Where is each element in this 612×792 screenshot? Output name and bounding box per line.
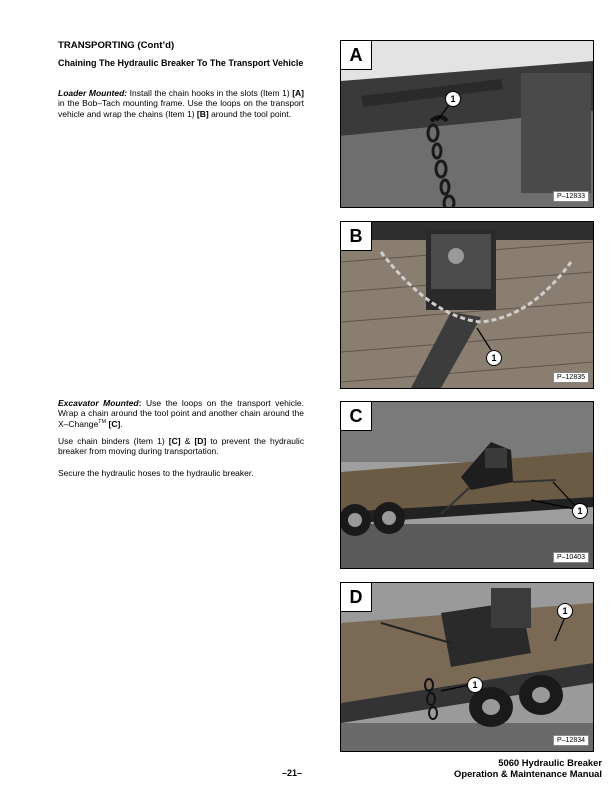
figure-b-code: P–12835 xyxy=(553,372,589,383)
footer-title xyxy=(454,758,602,779)
figure-a-photo xyxy=(340,40,594,208)
loader-lead: Loader Mounted: xyxy=(58,88,128,98)
figure-b-callout: 1 xyxy=(486,350,502,366)
figure-a-code: P–12833 xyxy=(553,191,589,202)
figure-a-callout: 1 xyxy=(445,91,461,107)
subtitle: Chaining The Hydraulic Breaker To The Transport Vehicle xyxy=(58,58,304,68)
figure-c-image xyxy=(341,402,593,568)
excavator-lead: Excavator Mounted xyxy=(58,398,139,408)
figure-d-image xyxy=(341,583,593,751)
figure-d-code: P–12834 xyxy=(553,735,589,746)
figure-b-image xyxy=(341,222,593,388)
figure-a-image xyxy=(341,41,593,207)
page-number: –21– xyxy=(282,768,303,778)
section-title: TRANSPORTING (Cont’d) xyxy=(58,40,175,51)
figure-c-label: C xyxy=(341,402,372,431)
figure-d-callout-lower: 1 xyxy=(467,677,483,693)
binders-paragraph: Use chain binders (Item 1) [C] & [D] to prevent the hydraulic breaker from moving during transportation. xyxy=(58,436,304,457)
figure-d-photo xyxy=(340,582,594,752)
hoses-paragraph: Secure the hydraulic hoses to the hydraulic breaker. xyxy=(58,468,254,478)
figure-c-photo xyxy=(340,401,594,569)
figure-b-label: B xyxy=(341,222,372,251)
footer-line1: 5060 Hydraulic Breaker xyxy=(498,757,602,768)
excavator-paragraph: Excavator Mounted: Use the loops on the transport vehicle. Wrap a chain around the tool point and another chain around the X–Change™ [C]. xyxy=(58,398,305,429)
figure-d-label: D xyxy=(341,583,372,612)
figure-b-photo xyxy=(340,221,594,389)
loader-paragraph: Loader Mounted: Install the chain hooks in the slots (Item 1) [A] in the Bob–Tach mounting frame. Use the loops on the transport vehicle and wrap the chains (Item 1) [B] around the tool point. xyxy=(58,88,304,119)
figure-d-callout-upper: 1 xyxy=(557,603,573,619)
figure-c-code: P–10403 xyxy=(553,552,589,563)
figure-a-label: A xyxy=(341,41,372,70)
footer-line2: Operation & Maintenance Manual xyxy=(454,767,602,779)
figure-c-callout: 1 xyxy=(572,503,588,519)
